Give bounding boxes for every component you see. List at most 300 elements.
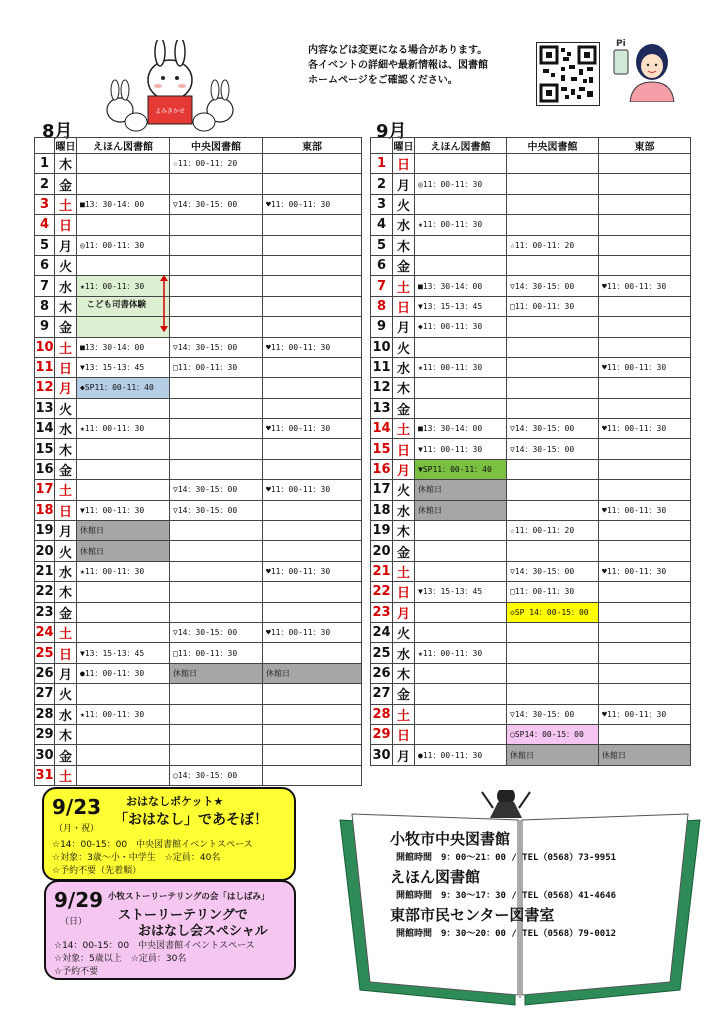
ehon-event: ★11：00-11：30 [77, 561, 170, 581]
ehon-event: ▼13：15-13：45 [415, 296, 507, 316]
weekday: 水 [393, 215, 415, 235]
calendar-row [35, 500, 362, 520]
tobu-event [263, 439, 362, 459]
ehon-event [415, 378, 507, 398]
day-number: 4 [35, 215, 55, 235]
tobu-event [599, 378, 691, 398]
ehon-event [415, 194, 507, 214]
calendar-row [371, 622, 691, 642]
day-number: 1 [371, 154, 393, 174]
day-number: 2 [35, 174, 55, 194]
event-title: 「おはなし」であそぼ！ [114, 812, 268, 828]
chuo-event [170, 276, 263, 296]
weekday: 月 [55, 663, 77, 683]
ehon-event: ★11：00-11：30 [415, 357, 507, 377]
ehon-event [77, 724, 170, 744]
tobu-event [599, 215, 691, 235]
calendar-row [371, 480, 691, 500]
day-number: 29 [35, 724, 55, 744]
tobu-event [263, 521, 362, 541]
ehon-event: ★11：00-11：30 [415, 215, 507, 235]
ehon-event [415, 521, 507, 541]
day-number: 6 [35, 255, 55, 275]
chuo-event: □11：00-11：30 [507, 582, 599, 602]
calendar-row [371, 684, 691, 704]
weekday: 日 [393, 724, 415, 744]
calendar-row [35, 480, 362, 500]
event-day: （日） [60, 917, 88, 927]
ehon-event [77, 602, 170, 622]
tobu-event: ♥11：00-11：30 [599, 704, 691, 724]
day-number: 9 [371, 317, 393, 337]
calendar-row [371, 582, 691, 602]
weekday: 土 [393, 419, 415, 439]
library-name: 東部市民センター図書室 [390, 906, 555, 924]
chuo-event [507, 684, 599, 704]
tobu-event [263, 582, 362, 602]
chuo-event: □11：00-11：30 [170, 357, 263, 377]
kodomo-shisho-label: こども司書体験 [86, 300, 147, 311]
librarian-illustration [608, 36, 688, 102]
chuo-event: ▽14：30-15：00 [170, 500, 263, 520]
calendar-row [371, 378, 691, 398]
chuo-event: □11：00-11：30 [507, 296, 599, 316]
tobu-event [263, 296, 362, 316]
ehon-event [77, 317, 170, 337]
weekday: 水 [55, 276, 77, 296]
day-number: 19 [35, 521, 55, 541]
chuo-event: ▽14：30-15：00 [507, 704, 599, 724]
chuo-event: 休館日 [170, 663, 263, 683]
library-info-book [330, 790, 710, 1010]
header-weekday: 曜日 [55, 138, 77, 154]
event-subtitle: 小牧ストーリーテリングの会「はしばみ」 [108, 892, 270, 902]
tobu-event: ♥11：00-11：30 [263, 561, 362, 581]
day-number: 8 [35, 296, 55, 316]
weekday: 火 [55, 255, 77, 275]
tobu-event [263, 745, 362, 765]
library-name: 小牧市中央図書館 [390, 830, 511, 848]
weekday: 火 [55, 398, 77, 418]
tobu-event [599, 541, 691, 561]
chuo-event [170, 745, 263, 765]
calendar-row [371, 419, 691, 439]
weekday: 木 [393, 378, 415, 398]
calendar-row [371, 561, 691, 581]
weekday: 土 [55, 194, 77, 214]
weekday: 金 [393, 255, 415, 275]
tobu-event [599, 194, 691, 214]
chuo-event [170, 561, 263, 581]
header-weekday: 曜日 [393, 138, 415, 154]
weekday: 金 [393, 398, 415, 418]
calendar-row [35, 357, 362, 377]
event-time: ☆14：00-15：00 中央図書館イベントスペース [54, 941, 255, 951]
weekday: 火 [393, 480, 415, 500]
tobu-event [263, 255, 362, 275]
tobu-event [599, 521, 691, 541]
tobu-event: ♥11：00-11：30 [599, 419, 691, 439]
day-number: 17 [35, 480, 55, 500]
day-number: 4 [371, 215, 393, 235]
tobu-event [263, 398, 362, 418]
tobu-event: ♥11：00-11：30 [263, 622, 362, 642]
day-number: 15 [371, 439, 393, 459]
tobu-event: ♥11：00-11：30 [599, 561, 691, 581]
ehon-event: ▼13：15-13：45 [415, 582, 507, 602]
event-time: ☆14：00-15：00 中央図書館イベントスペース [52, 840, 253, 850]
calendar-row [371, 704, 691, 724]
chuo-event [170, 174, 263, 194]
calendar-row [35, 154, 362, 174]
ehon-event [415, 561, 507, 581]
chuo-event [170, 317, 263, 337]
day-number: 16 [35, 459, 55, 479]
chuo-event: ▽14：30-15：00 [170, 622, 263, 642]
chuo-event [507, 154, 599, 174]
day-number: 30 [371, 745, 393, 765]
ehon-event [415, 622, 507, 642]
tobu-event [263, 154, 362, 174]
calendar-row [371, 500, 691, 520]
notice-line: 各イベントの詳細や最新情報は、図書館 [308, 60, 488, 71]
tobu-event [263, 602, 362, 622]
tobu-event [263, 765, 362, 785]
ehon-event [415, 704, 507, 724]
qr-code[interactable] [536, 42, 600, 106]
day-number: 21 [35, 561, 55, 581]
calendar-row [35, 215, 362, 235]
calendar-row [371, 541, 691, 561]
day-number: 3 [35, 194, 55, 214]
day-number: 2 [371, 174, 393, 194]
weekday: 水 [393, 357, 415, 377]
weekday: 木 [393, 521, 415, 541]
chuo-event: ○14：30-15：00 [170, 765, 263, 785]
calendar-row [35, 235, 362, 255]
weekday: 月 [393, 745, 415, 765]
august-title: 8月 [42, 121, 73, 142]
tobu-event [263, 357, 362, 377]
ehon-event [77, 174, 170, 194]
chuo-event [170, 398, 263, 418]
ehon-event: ★11：00-11：30 [77, 276, 170, 296]
calendar-row [35, 174, 362, 194]
ehon-event: ◎11：00-11：30 [415, 174, 507, 194]
calendar-row [35, 296, 362, 316]
ehon-event: 休館日 [415, 480, 507, 500]
book-cover-label: よみきかせ [154, 108, 186, 115]
tobu-event [599, 602, 691, 622]
ehon-event [77, 439, 170, 459]
weekday: 月 [393, 602, 415, 622]
day-number: 7 [35, 276, 55, 296]
chuo-event [507, 194, 599, 214]
chuo-event [507, 255, 599, 275]
day-number: 7 [371, 276, 393, 296]
tobu-event [263, 174, 362, 194]
weekday: 土 [393, 276, 415, 296]
calendar-row [371, 745, 691, 765]
calendar-row [35, 337, 362, 357]
chuo-event [170, 255, 263, 275]
weekday: 水 [55, 704, 77, 724]
chuo-event [170, 704, 263, 724]
calendar-row [35, 622, 362, 642]
ehon-event: ◆11：00-11：30 [415, 317, 507, 337]
calendar-row [35, 582, 362, 602]
ehon-event: ▼13：15-13：45 [77, 643, 170, 663]
ehon-event: ■13：30-14：00 [415, 276, 507, 296]
chuo-event: ▽14：30-15：00 [507, 439, 599, 459]
tobu-event [263, 684, 362, 704]
weekday: 日 [393, 582, 415, 602]
chuo-event [170, 215, 263, 235]
tobu-event [263, 459, 362, 479]
day-number: 18 [35, 500, 55, 520]
weekday: 金 [55, 459, 77, 479]
tobu-event: ♥11：00-11：30 [263, 194, 362, 214]
calendar-row [371, 602, 691, 622]
chuo-event [170, 521, 263, 541]
tobu-event [263, 704, 362, 724]
day-number: 25 [371, 643, 393, 663]
weekday: 金 [55, 602, 77, 622]
ehon-event [415, 663, 507, 683]
weekday: 金 [55, 745, 77, 765]
day-number: 28 [35, 704, 55, 724]
day-number: 13 [371, 398, 393, 418]
weekday: 土 [393, 704, 415, 724]
ehon-event [77, 255, 170, 275]
tobu-event [263, 378, 362, 398]
chuo-event: ☆11：00-11：20 [170, 154, 263, 174]
tobu-event [263, 643, 362, 663]
ehon-event: ▼SP11：00-11：40 [415, 459, 507, 479]
weekday: 月 [393, 459, 415, 479]
event-target: ☆対象：3歳～小・中学生 ☆定員：40名 [52, 853, 221, 863]
weekday: 日 [55, 215, 77, 235]
chuo-event [507, 317, 599, 337]
calendar-row [371, 663, 691, 683]
calendar-row [35, 704, 362, 724]
day-number: 8 [371, 296, 393, 316]
september-calendar [370, 137, 691, 766]
tobu-event: ♥11：00-11：30 [263, 337, 362, 357]
notice-line: ホームページをご確認ください。 [308, 75, 458, 86]
tobu-event [599, 622, 691, 642]
day-number: 14 [371, 419, 393, 439]
tobu-event: 休館日 [263, 663, 362, 683]
day-number: 24 [371, 622, 393, 642]
pi-label: Pi [616, 39, 626, 49]
day-number: 12 [371, 378, 393, 398]
chuo-event: ▽14：30-15：00 [170, 194, 263, 214]
tobu-event [599, 643, 691, 663]
header-day [371, 138, 393, 154]
calendar-row [371, 398, 691, 418]
ehon-event [77, 684, 170, 704]
calendar-row [371, 357, 691, 377]
calendar-row [35, 663, 362, 683]
chuo-event [507, 174, 599, 194]
calendar-row [371, 194, 691, 214]
chuo-event [170, 602, 263, 622]
ehon-event [415, 724, 507, 744]
day-number: 17 [371, 480, 393, 500]
day-number: 27 [35, 684, 55, 704]
calendar-row [371, 521, 691, 541]
day-number: 5 [35, 235, 55, 255]
ehon-event [77, 154, 170, 174]
day-number: 22 [371, 582, 393, 602]
weekday: 土 [55, 765, 77, 785]
calendar-row [35, 724, 362, 744]
ehon-event: ■13：30-14：00 [415, 419, 507, 439]
chuo-event [507, 337, 599, 357]
calendar-row [35, 378, 362, 398]
tobu-event [263, 276, 362, 296]
ehon-event: ◆SP11：00-11：40 [77, 378, 170, 398]
event-date: 9/29 [54, 888, 104, 912]
calendar-row [371, 255, 691, 275]
calendar-row [371, 643, 691, 663]
chuo-event [507, 378, 599, 398]
ehon-event [415, 541, 507, 561]
weekday: 金 [393, 541, 415, 561]
tobu-event: ♥11：00-11：30 [599, 500, 691, 520]
weekday: 日 [393, 439, 415, 459]
ehon-event [77, 459, 170, 479]
chuo-event [507, 643, 599, 663]
day-number: 5 [371, 235, 393, 255]
chuo-event: ▽14：30-15：00 [507, 419, 599, 439]
ehon-event: ■13：30-14：00 [77, 337, 170, 357]
weekday: 水 [393, 643, 415, 663]
ehon-event [77, 582, 170, 602]
weekday: 水 [55, 561, 77, 581]
ehon-event [415, 398, 507, 418]
calendar-row [371, 235, 691, 255]
ehon-event [77, 215, 170, 235]
weekday: 月 [393, 317, 415, 337]
day-number: 12 [35, 378, 55, 398]
tobu-event [599, 480, 691, 500]
tobu-event [263, 235, 362, 255]
weekday: 木 [393, 663, 415, 683]
chuo-event: ▽14：30-15：00 [507, 276, 599, 296]
chuo-event [507, 622, 599, 642]
calendar-row [35, 561, 362, 581]
day-number: 24 [35, 622, 55, 642]
rabbit-illustration [100, 40, 240, 132]
span-arrow-icon [159, 275, 169, 332]
weekday: 土 [55, 480, 77, 500]
tobu-event [599, 582, 691, 602]
event-reservation: ☆予約不要（先着順） [52, 866, 142, 876]
chuo-event: ○SP14：00-15：00 [507, 724, 599, 744]
ehon-event [415, 235, 507, 255]
calendar-row [35, 276, 362, 296]
tobu-event: ♥11：00-11：30 [263, 480, 362, 500]
chuo-event: ▽14：30-15：00 [170, 337, 263, 357]
day-number: 29 [371, 724, 393, 744]
day-number: 19 [371, 521, 393, 541]
chuo-event [507, 500, 599, 520]
ehon-event [415, 337, 507, 357]
chuo-event [507, 663, 599, 683]
tobu-event [599, 663, 691, 683]
ehon-event: ●11：00-11：30 [415, 745, 507, 765]
event-date: 9/23 [52, 795, 102, 819]
ehon-event [77, 622, 170, 642]
weekday: 木 [55, 154, 77, 174]
weekday: 火 [55, 684, 77, 704]
header-day [35, 138, 55, 154]
weekday: 木 [55, 582, 77, 602]
weekday: 木 [55, 439, 77, 459]
day-number: 25 [35, 643, 55, 663]
chuo-event: ▽14：30-15：00 [170, 480, 263, 500]
day-number: 23 [371, 602, 393, 622]
day-number: 23 [35, 602, 55, 622]
header-ehon: えほん図書館 [77, 138, 170, 154]
ehon-event [77, 765, 170, 785]
tobu-event [599, 174, 691, 194]
calendar-row [35, 419, 362, 439]
weekday: 月 [55, 521, 77, 541]
weekday: 木 [55, 724, 77, 744]
chuo-event: 休館日 [507, 745, 599, 765]
day-number: 31 [35, 765, 55, 785]
calendar-header-row [35, 138, 362, 154]
chuo-event [170, 378, 263, 398]
chuo-event [170, 235, 263, 255]
day-number: 10 [35, 337, 55, 357]
ehon-event [77, 398, 170, 418]
chuo-event [170, 459, 263, 479]
day-number: 14 [35, 419, 55, 439]
weekday: 金 [55, 174, 77, 194]
chuo-event [507, 215, 599, 235]
calendar-row [35, 439, 362, 459]
weekday: 日 [55, 500, 77, 520]
weekday: 金 [393, 684, 415, 704]
chuo-event: ◇SP 14：00-15：00 [507, 602, 599, 622]
day-number: 11 [371, 357, 393, 377]
library-hours: 開館時間 9：30～17：30 / TEL（0568）41-4646 [396, 891, 617, 901]
ehon-event: ▼11：00-11：30 [77, 500, 170, 520]
ehon-event: 休館日 [77, 541, 170, 561]
weekday: 水 [55, 419, 77, 439]
calendar-row [371, 337, 691, 357]
tobu-event [599, 296, 691, 316]
weekday: 土 [393, 561, 415, 581]
chuo-event: ☆11：00-11：20 [507, 521, 599, 541]
ehon-event [415, 684, 507, 704]
tobu-event [599, 398, 691, 418]
tobu-event [263, 317, 362, 337]
tobu-event: 休館日 [599, 745, 691, 765]
ehon-event [77, 480, 170, 500]
day-number: 26 [35, 663, 55, 683]
chuo-event [170, 439, 263, 459]
ehon-event [415, 154, 507, 174]
day-number: 18 [371, 500, 393, 520]
tobu-event [263, 541, 362, 561]
calendar-row [371, 174, 691, 194]
event-day: （月・祝） [54, 824, 100, 834]
